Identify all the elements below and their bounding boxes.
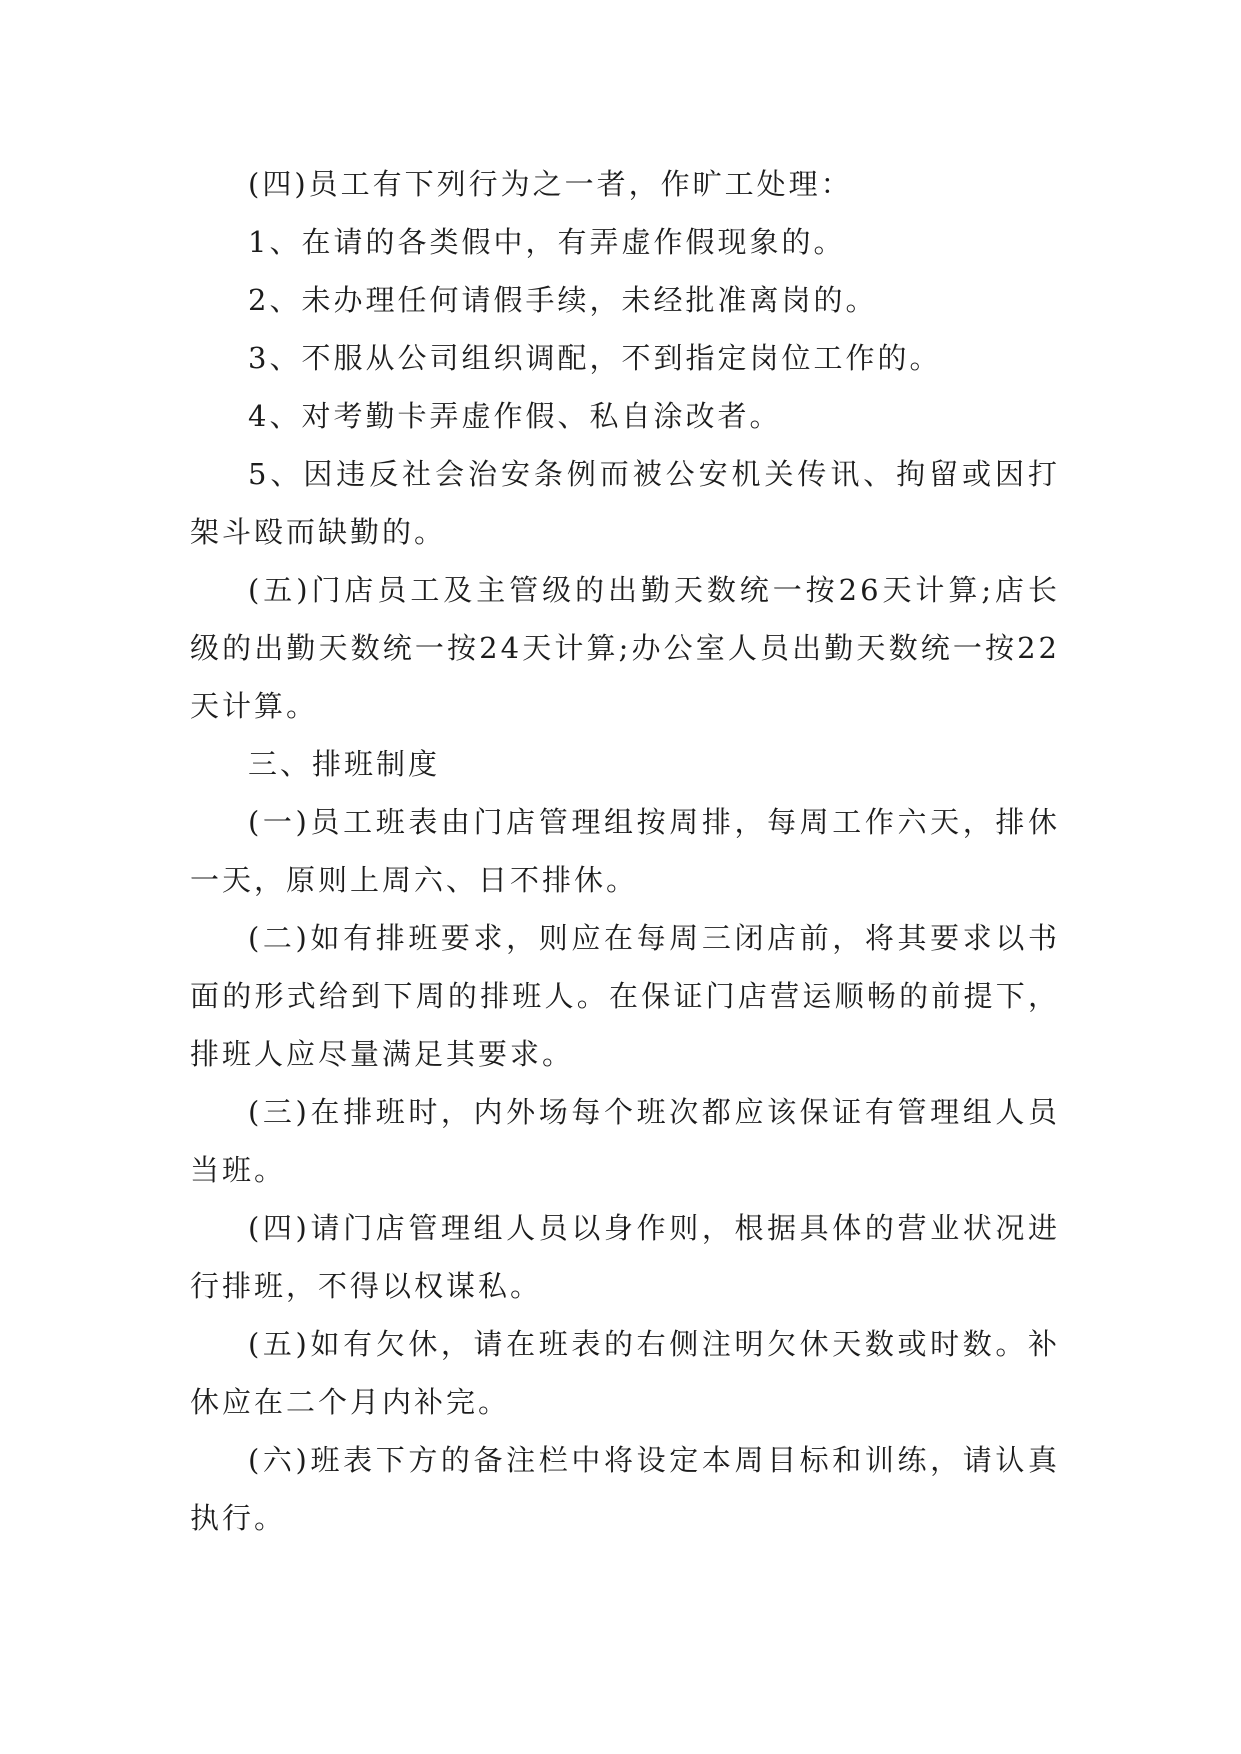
- scheduling-clause-4: (四)请门店管理组人员以身作则，根据具体的营业状况进行排班，不得以权谋私。: [190, 1211, 1060, 1303]
- scheduling-clause-6: (六)班表下方的备注栏中将设定本周目标和训练，请认真执行。: [190, 1443, 1060, 1535]
- section-heading-scheduling: 三、排班制度: [248, 747, 441, 781]
- clause-absenteeism-item-5: 5、因违反社会治安条例而被公安机关传讯、拘留或因打架斗殴而缺勤的。: [190, 457, 1060, 549]
- scheduling-clause-1: (一)员工班表由门店管理组按周排，每周工作六天，排休一天，原则上周六、日不排休。: [190, 805, 1060, 897]
- clause-absenteeism-item-3: 3、不服从公司组织调配，不到指定岗位工作的。: [248, 341, 942, 375]
- document-body: [190, 155, 1060, 1547]
- clause-absenteeism-item-4: 4、对考勤卡弄虚作假、私自涂改者。: [248, 399, 782, 433]
- clause-absenteeism-heading: (四)员工有下列行为之一者，作旷工处理：: [248, 167, 853, 201]
- scheduling-clause-2: (二)如有排班要求，则应在每周三闭店前，将其要求以书面的形式给到下周的排班人。在保证门店营运顺畅的前提下，排班人应尽量满足其要求。: [190, 921, 1060, 1071]
- scheduling-clause-3: (三)在排班时，内外场每个班次都应该保证有管理组人员当班。: [190, 1095, 1060, 1187]
- clause-absenteeism-item-1: 1、在请的各类假中，有弄虚作假现象的。: [248, 225, 846, 259]
- clause-absenteeism-item-2: 2、未办理任何请假手续，未经批准离岗的。: [248, 283, 878, 317]
- clause-attendance-days: (五)门店员工及主管级的出勤天数统一按26天计算;店长级的出勤天数统一按24天计算;办公室人员出勤天数统一按22天计算。: [190, 573, 1060, 723]
- scheduling-clause-5: (五)如有欠休，请在班表的右侧注明欠休天数或时数。补休应在二个月内补完。: [190, 1327, 1060, 1419]
